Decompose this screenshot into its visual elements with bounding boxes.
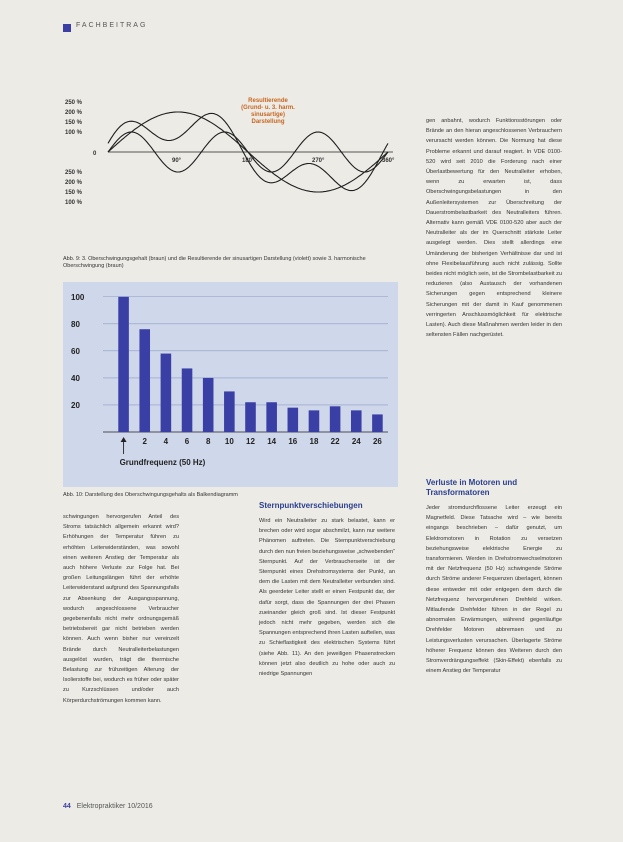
bar-10	[224, 391, 235, 432]
x-tick-label: 360°	[382, 158, 395, 164]
bar-caption: Abb. 10: Darstellung des Oberschwingungsgehalts als Balkendiagramm	[63, 492, 238, 498]
x-tick-label: 270°	[312, 158, 325, 164]
bar-2	[139, 329, 150, 432]
x-tick-label: 90°	[172, 158, 182, 164]
bar-chart	[63, 282, 398, 487]
x-tick-label: 24	[351, 437, 361, 446]
x-tick-label: 180°	[242, 158, 255, 164]
x-tick-label: 2	[142, 437, 147, 446]
bar-26	[372, 414, 383, 432]
left-column	[63, 512, 179, 706]
y-label-top: 250 %	[65, 100, 83, 106]
annotation-line: (Grund- u. 3. harm.	[241, 105, 295, 111]
left-paragraph: schwingungen hervorgerufen Anteil des Stroms tatsächlich allgemein erkannt wird? Erhöhungen der Temperatur führen zu erhöhten Leiterwiderständen, was sowohl einen weiteren Anstieg der Temperatur als auch höhere Verluste zur Folge hat. Bei großen Leitungslängen führt der erhöhte Leiterwiderstand aufgrund des Spannungsfalls zur Absenkung der Ausgangsspannung, wodurch angeschlossene Verbraucher gegebenenfalls nicht mehr ordnungsgemäß betriebsbereit gar nicht betrieben werden können. Auch wenn bisher nur vereinzelt Brände durch Neutralleiterbelastungen ausgelöst wurden, trägt die thermische Belastung zur frühzeitigen Alterung der Isolierstoffe bei, wodurch es früher oder später zu Kurzschlüssen und/oder auch Körperdurchströmungen kommen kann.	[63, 514, 179, 704]
bar-4	[161, 354, 172, 432]
bar-24	[351, 410, 362, 432]
zero-label: 0	[93, 151, 97, 157]
y-label-top: 150 %	[65, 120, 83, 126]
y-label-top: 200 %	[65, 110, 83, 116]
x-tick-label: 10	[224, 437, 234, 446]
x-tick-label: 12	[246, 437, 255, 446]
x-axis-label: Grundfrequenz (50 Hz)	[119, 458, 206, 467]
right-column-top	[426, 116, 562, 340]
bar-18	[309, 410, 320, 432]
y-label-bottom: 250 %	[65, 170, 83, 176]
journal-name: Elektropraktiker 10/2016	[76, 803, 153, 810]
y-label-bottom: 150 %	[65, 190, 83, 196]
page-footer	[63, 803, 153, 810]
section-title-stern: Sternpunktverschiebungen	[259, 501, 363, 510]
annotation-line: sinusartige)	[250, 112, 286, 118]
bar-1	[118, 297, 129, 432]
bar-8	[203, 378, 214, 432]
right-top-paragraph: gen anbahnt, wodurch Funktionsstörungen oder Brände an den hieran angeschlossenen Verbrauchern verursacht werden können. Die Normung hat diese Probleme erkannt und darauf reagiert. In VDE 0100-520 wird seit 2010 die Forderung nach einer Überlastbewertung für den Neutralleiter erhoben, wenn zu erwarten ist, dass Oberschwingungsbelastungen in den Außenleitersystemen zur Überschreitung der Dauerstrombelastbarkeit des Neutralleiters führen. Alternativ kann gemäß VDE 0100-520 aber auch der Neutralleiter als der im Querschnitt stärkste Leiter ausgelegt werden. Dies stellt allerdings eine Umänderung der bisherigen Verhältnisse dar und ist ohne Flexibelausführung auch nicht zulässig. Sollte beides nicht möglich sein, ist die Strombelastbarkeit zu reduzieren (also Austausch der vorhandenen Sicherungen gegen entsprechend kleinere Sicherungen mit der damit in Kauf genommenen verringerten Anschlussmöglichkeit für elektrische Lasten). Auch diese Maßnahmen werden leider in den seltensten Fällen nachgerüstet.	[426, 118, 562, 339]
section-header: FACHBEITRAG	[76, 22, 148, 29]
x-tick-label: 8	[205, 437, 211, 446]
y-tick-label: 60	[71, 346, 80, 356]
x-tick-label: 22	[330, 437, 340, 446]
y-label-bottom: 200 %	[65, 180, 83, 186]
page-number: 44	[63, 803, 71, 810]
header-marker	[63, 24, 71, 32]
fundamental-arrow-head	[121, 437, 127, 442]
x-tick-label: 4	[163, 437, 169, 446]
right-bottom-paragraph: Jeder stromdurchflossene Leiter erzeugt ein Magnetfeld. Diese Tatsache wird – wie bereits eingangs beschrieben – dafür genutzt, um Elektromotoren in Rotation zu versetzen beziehungsweise elektrische Energie zu transformieren. Werden in Drehstromwechselmotoren mit der Netzfrequenz (50 Hz) schwingende Ströme durch Ströme anderer Frequenzen überlagert, können diese entweder mit oder entgegen dem durch die Netzfrequenz hervorgerufenen Drehfeld wirken. Mitlaufende Drehfelder führen in der Regel zu abnormalen Erwärmungen, während gegenläufige Drehfelder Motoren abbremsen und zu Leistungsverlusten verursachen. Überlagerte Ströme höherer Frequenz können des Weiteren durch den Stromverdrängungseffekt (Skin-Effekt) ebenfalls zu einem Anstieg der Temperatur	[426, 505, 562, 675]
y-tick-label: 80	[71, 319, 80, 329]
y-label-bottom: 100 %	[65, 200, 83, 206]
transformer-title-line2: Transformatoren	[426, 488, 490, 497]
middle-column	[259, 516, 395, 679]
section-title-transformer	[426, 478, 566, 498]
x-tick-label: 26	[372, 437, 382, 446]
x-tick-label: 6	[184, 437, 190, 446]
x-tick-label: 14	[267, 437, 277, 446]
x-tick-label: 16	[288, 437, 298, 446]
y-label-top: 100 %	[65, 130, 83, 136]
y-tick-label: 20	[71, 400, 80, 410]
bar-12	[245, 402, 256, 432]
annotation-line: Resultierende	[248, 98, 288, 104]
waveform-chart	[63, 50, 403, 250]
waveform-figure	[63, 50, 403, 250]
y-tick-label: 40	[71, 373, 80, 383]
x-tick-label: 18	[309, 437, 319, 446]
bar-22	[330, 406, 341, 432]
waveform-caption: Abb. 9: 3. Oberschwingungsgehalt (braun) und die Resultierende der sinusartigen Darstellung (violett) sowie 3. harmonische Oberschwingung (braun)	[63, 256, 366, 269]
annotation-line: Darstellung	[251, 119, 285, 125]
transformer-title-line1: Verluste in Motoren und	[426, 478, 518, 487]
bar-16	[288, 408, 299, 432]
right-column-bottom	[426, 503, 562, 676]
bar-figure	[63, 282, 398, 487]
bar-6	[182, 368, 193, 432]
bar-14	[266, 402, 277, 432]
middle-paragraph: Wird ein Neutralleiter zu stark belastet, kann er brechen oder wird sogar abschmilzt, kann nur weitere Phänomen auftreten. Die Sternpunktverschiebung durch den nun freien beziehungsweise „schwebenden“ Sternpunkt. Auf der Verbraucherseite ist der Sternpunkt eines Drehstromsystems der Punkt, an dem die Lasten mit dem Neutralleiter verbunden sind. Als geerdeter Leiter stellt er einen Festpunkt dar, der dafür sorgt, dass die Spannungen der drei Phasen zueinander gleich groß sind. Ist dieser Festpunkt jedoch nicht mehr gegeben, werden sich die Spannungen entsprechend ihren Lasten aufteilen, was zu Schieflastigkeit des elektrischen Systems führt (siehe Abb. 11). An den jeweiligen Phasenstrecken können jetzt also deutlich zu hohe oder auch zu niedrige Spannungen	[259, 518, 395, 678]
y-tick-label: 100	[71, 292, 85, 302]
